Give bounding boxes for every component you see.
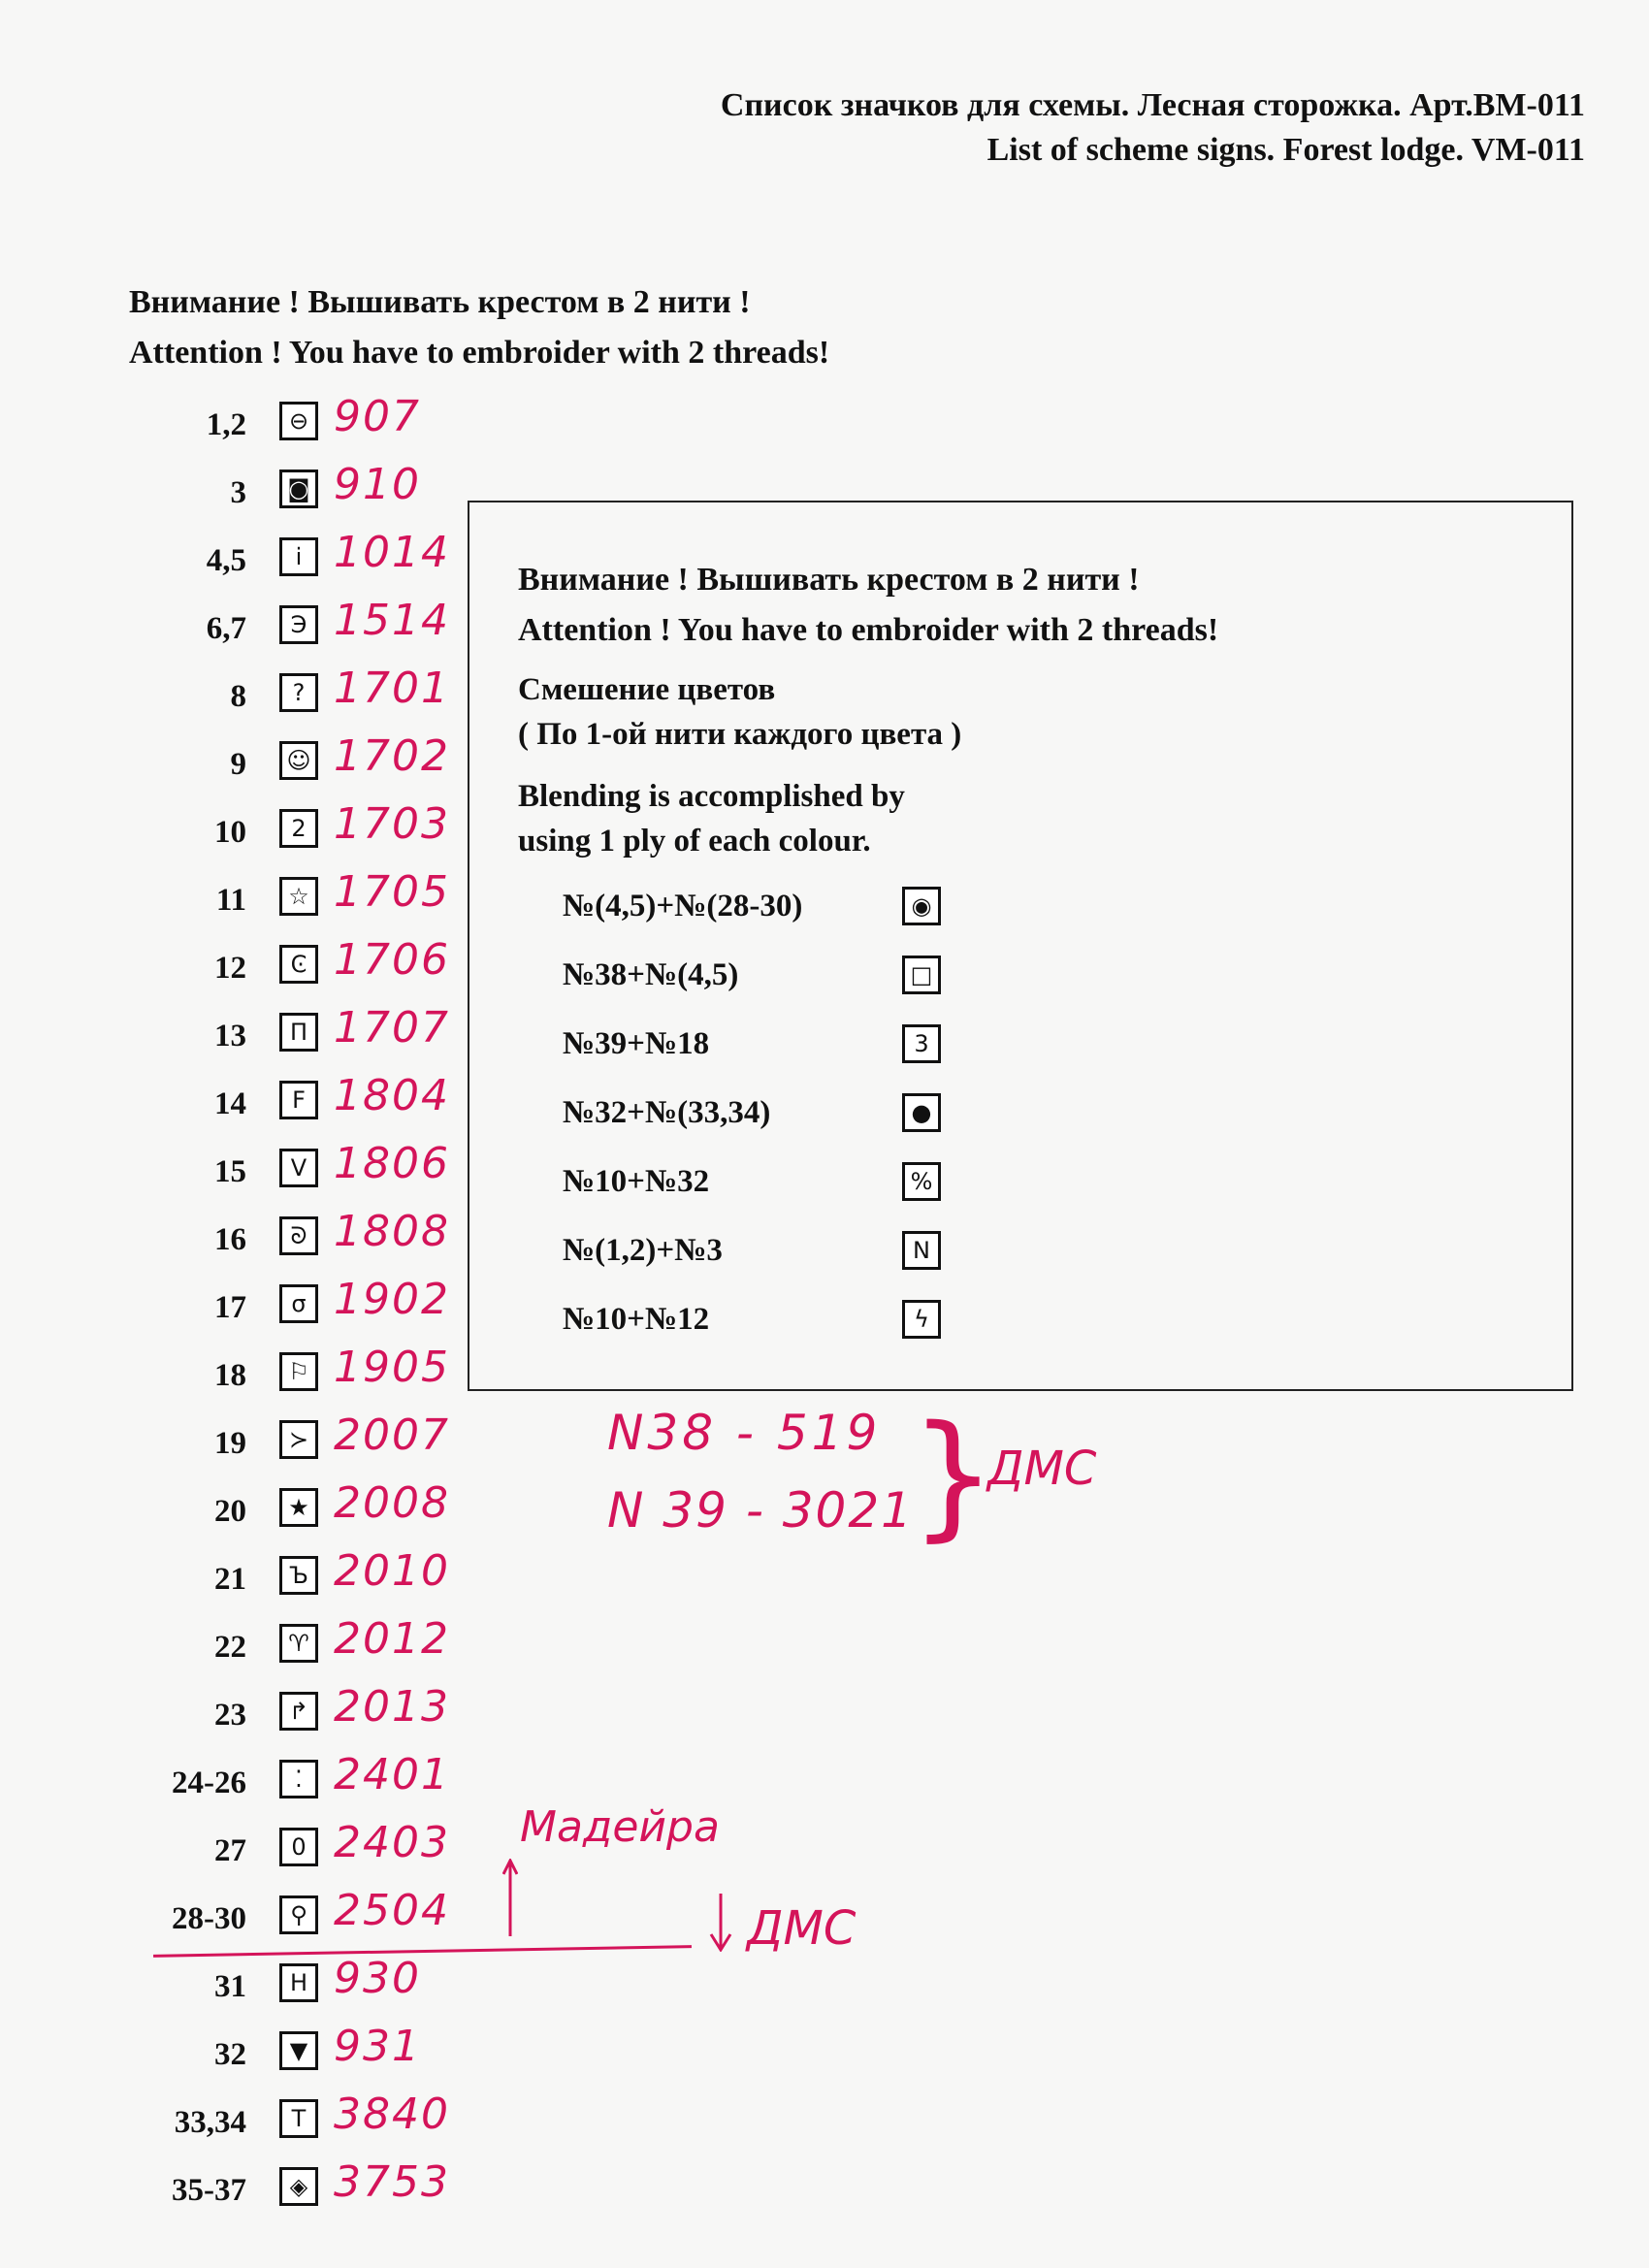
scheme-symbol-icon: ⚐ (279, 1352, 318, 1391)
blend-title-en (518, 774, 905, 863)
scheme-symbol-icon: V (279, 1149, 318, 1187)
blend-symbol-icon: ϟ (902, 1300, 941, 1339)
scheme-symbol-icon: F (279, 1081, 318, 1119)
thread-number: 18 (214, 1358, 246, 1393)
blend-formula: №32+№(33,34) (563, 1095, 771, 1130)
thread-number: 9 (230, 747, 246, 782)
thread-number: 16 (214, 1222, 246, 1257)
color-code: 2008 (334, 1478, 450, 1528)
color-code: 2403 (334, 1818, 450, 1867)
thread-number: 21 (214, 1562, 246, 1597)
header-title-ru: Список значков для схемы. Лесная сторожка. Арт.ВМ-011 (720, 87, 1585, 123)
color-code: 1808 (334, 1207, 450, 1256)
thread-number: 12 (214, 951, 246, 986)
note-n39: N 39 - 3021 (607, 1482, 914, 1539)
blend-formula: №39+№18 (563, 1026, 710, 1061)
color-code: 3840 (334, 2090, 450, 2139)
thread-number: 6,7 (206, 611, 246, 646)
thread-number: 4,5 (206, 543, 246, 578)
blend-formula: №(1,2)+№3 (563, 1233, 723, 1268)
blend-formula: №38+№(4,5) (563, 957, 739, 992)
scheme-symbol-icon: ≻ (279, 1420, 318, 1459)
color-code: 2504 (334, 1886, 450, 1935)
attention-note (129, 277, 829, 378)
scheme-symbol-icon: ⁚ (279, 1760, 318, 1798)
blend-formula: №(4,5)+№(28-30) (563, 889, 803, 923)
blend-symbol-icon: □ (902, 956, 941, 994)
thread-number: 11 (215, 883, 246, 918)
attention-ru: Внимание ! Вышивать крестом в 2 нити ! (129, 284, 751, 320)
note-madeira: Мадейра (520, 1802, 720, 1852)
thread-number: 19 (214, 1426, 246, 1461)
scheme-symbol-icon: Э (279, 605, 318, 644)
thread-number: 23 (214, 1698, 246, 1733)
scheme-symbol-icon: ? (279, 673, 318, 712)
thread-number: 22 (214, 1630, 246, 1665)
arrow-up-icon (502, 1859, 518, 1936)
color-code: 1806 (334, 1139, 450, 1188)
thread-number: 33,34 (174, 2105, 246, 2140)
scheme-symbol-icon: ◙ (279, 470, 318, 508)
thread-number: 10 (214, 815, 246, 850)
color-code: 2401 (334, 1750, 450, 1799)
thread-number: 31 (214, 1969, 246, 2004)
scheme-symbol-icon: ☺ (279, 741, 318, 780)
blend-formula: №10+№32 (563, 1164, 710, 1199)
note-brace: } (910, 1397, 997, 1555)
scheme-symbol-icon: ᘐ (279, 1216, 318, 1255)
color-code: 2012 (334, 1614, 450, 1664)
scheme-symbol-icon: ★ (279, 1488, 318, 1527)
header-title-en: List of scheme signs. Forest lodge. VM-011 (986, 132, 1585, 168)
thread-number: 28-30 (172, 1901, 246, 1936)
symbol-list (0, 392, 485, 2235)
symbol-row (0, 2157, 485, 2235)
scheme-symbol-icon: ⚲ (279, 1895, 318, 1934)
color-code: 2007 (334, 1410, 450, 1460)
page-header (721, 83, 1585, 173)
color-code: 1706 (334, 935, 450, 985)
note-n38: N38 - 519 (607, 1405, 882, 1461)
thread-number: 17 (214, 1290, 246, 1325)
blend-symbol-icon: ◉ (902, 887, 941, 925)
blend-ru-line1: Смешение цветов (518, 672, 776, 707)
scheme-symbol-icon: 0 (279, 1828, 318, 1866)
blending-box (468, 501, 1573, 1391)
attention-en: Attention ! You have to embroider with 2 threads! (129, 335, 830, 371)
arrow-down-icon (708, 1894, 733, 1952)
thread-number: 20 (214, 1494, 246, 1529)
note-dmc-top: ДМС (987, 1442, 1097, 1496)
color-code: 1514 (334, 596, 450, 645)
color-code: 1705 (334, 867, 450, 917)
thread-number: 8 (230, 679, 246, 714)
color-code: 1804 (334, 1071, 450, 1120)
scheme-symbol-icon: H (279, 1963, 318, 2002)
blend-en-line1: Blending is accomplished by (518, 779, 905, 814)
scheme-symbol-icon: ♈ (279, 1624, 318, 1663)
thread-number: 3 (230, 475, 246, 510)
blend-symbol-icon: 3 (902, 1024, 941, 1063)
color-code: 1703 (334, 799, 450, 849)
scheme-symbol-icon: і (279, 537, 318, 576)
scheme-symbol-icon: 2 (279, 809, 318, 848)
scheme-symbol-icon: T (279, 2099, 318, 2138)
blend-symbol-icon: N (902, 1231, 941, 1270)
color-code: 1707 (334, 1003, 450, 1053)
thread-number: 32 (214, 2037, 246, 2072)
note-dmc-bottom: ДМС (747, 1901, 857, 1956)
box-attention-en: Attention ! You have to embroider with 2 threads! (518, 612, 1219, 648)
blend-formula: №10+№12 (563, 1302, 710, 1337)
color-code: 1014 (334, 528, 450, 577)
scheme-symbol-icon: ☆ (279, 877, 318, 916)
thread-number: 14 (214, 1086, 246, 1121)
scheme-symbol-icon: П (279, 1013, 318, 1052)
scheme-symbol-icon: ⊖ (279, 402, 318, 440)
box-attention-ru: Внимание ! Вышивать крестом в 2 нити ! (518, 562, 1140, 598)
scheme-symbol-icon: ↱ (279, 1692, 318, 1731)
scheme-symbol-icon: ◈ (279, 2167, 318, 2206)
color-code: 1702 (334, 731, 450, 781)
color-code: 1701 (334, 664, 450, 713)
thread-number: 1,2 (206, 407, 246, 442)
color-code: 1902 (334, 1275, 450, 1324)
color-code: 907 (334, 392, 421, 441)
blend-symbol-icon: ● (902, 1093, 941, 1132)
blend-en-line2: using 1 ply of each colour. (518, 824, 871, 859)
thread-number: 13 (214, 1019, 246, 1053)
scheme-symbol-icon: Ъ (279, 1556, 318, 1595)
color-code: 3753 (334, 2157, 450, 2207)
color-code: 2010 (334, 1546, 450, 1596)
color-code: 931 (334, 2022, 421, 2071)
thread-number: 27 (214, 1833, 246, 1868)
color-code: 930 (334, 1954, 421, 2003)
color-code: 2013 (334, 1682, 450, 1732)
thread-number: 15 (214, 1154, 246, 1189)
scheme-symbol-icon: Ͼ (279, 945, 318, 984)
color-code: 1905 (334, 1343, 450, 1392)
blend-title-ru (518, 667, 961, 757)
scheme-symbol-icon: σ (279, 1284, 318, 1323)
blend-ru-line2: ( По 1-ой нити каждого цвета ) (518, 717, 962, 752)
color-code: 910 (334, 460, 421, 509)
thread-number: 35-37 (172, 2173, 246, 2208)
thread-number: 24-26 (172, 1766, 246, 1800)
blend-symbol-icon: % (902, 1162, 941, 1201)
scheme-symbol-icon: ▼ (279, 2031, 318, 2070)
box-attention (518, 555, 1218, 656)
